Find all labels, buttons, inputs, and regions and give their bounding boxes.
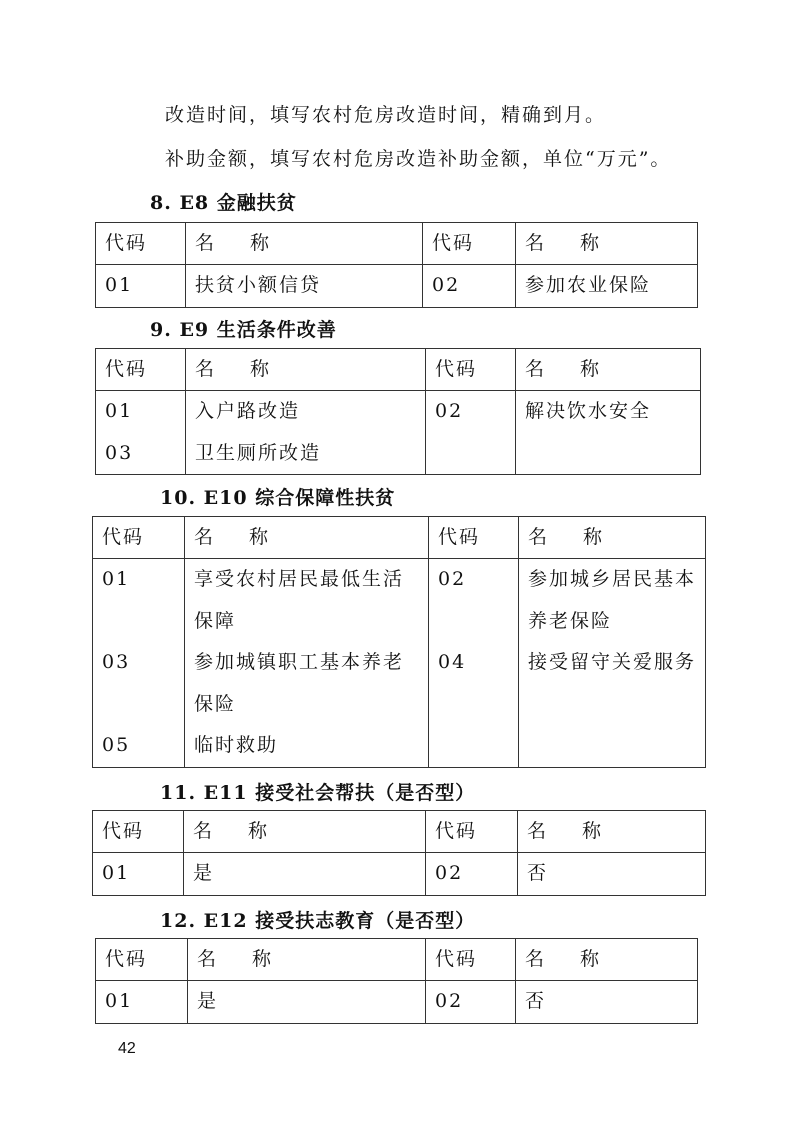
header-name: 名 称 (516, 939, 698, 981)
cell-line: 01 (105, 274, 134, 296)
cell-line: 临时救助 (194, 734, 279, 756)
header-name: 名 称 (519, 517, 706, 559)
cell-line: 卫生厕所改造 (195, 441, 322, 464)
header-code: 代码 (93, 811, 184, 853)
cell-line: 02 (438, 568, 467, 590)
cell-line: 01 (105, 990, 134, 1012)
header-name: 名 称 (516, 349, 701, 391)
section-heading: 9. E9 生活条件改善 (150, 319, 337, 341)
header-name: 名 称 (185, 517, 429, 559)
code-cell (93, 559, 185, 768)
cell-line: 是 (197, 990, 219, 1012)
cell-line: 解决饮水安全 (525, 400, 652, 422)
header-name: 名 称 (186, 349, 426, 391)
name-cell (188, 981, 426, 1024)
code-cell (426, 981, 516, 1024)
name-cell (516, 981, 698, 1024)
cell-line: 02 (432, 274, 461, 296)
header-name: 名 称 (518, 811, 706, 853)
header-code: 代码 (96, 349, 186, 391)
code-cell (426, 853, 518, 896)
header-code: 代码 (426, 811, 518, 853)
code-table (92, 810, 706, 896)
header-code: 代码 (93, 517, 185, 559)
code-table (95, 222, 698, 308)
cell-line: 保障 (194, 609, 237, 632)
header-name: 名 称 (188, 939, 426, 981)
table-row (96, 391, 701, 475)
cell-line: 否 (527, 862, 549, 884)
paragraph: 改造时间，填写农村危房改造时间，精确到月。 (165, 104, 607, 126)
cell-line (102, 684, 184, 726)
cell-line: 参加城乡居民基本 (528, 568, 697, 590)
code-cell (96, 265, 186, 308)
cell-line: 享受农村居民最低生活 (194, 568, 405, 590)
header-code: 代码 (96, 939, 188, 981)
header-code: 代码 (426, 349, 516, 391)
cell-line: 入户路改造 (195, 400, 301, 422)
cell-line: 05 (102, 734, 131, 756)
cell-line: 02 (435, 990, 464, 1012)
cell-line: 01 (105, 400, 134, 422)
cell-line (102, 601, 184, 643)
table-row (96, 265, 698, 308)
cell-line: 03 (102, 651, 131, 673)
cell-line: 参加城镇职工基本养老 (194, 651, 405, 673)
name-cell (184, 853, 426, 896)
cell-line (438, 601, 518, 643)
name-cell (516, 391, 701, 475)
cell-line: 03 (105, 441, 134, 464)
cell-line: 接受留守关爱服务 (528, 651, 697, 673)
table-header-row (96, 349, 701, 391)
cell-line: 养老保险 (528, 609, 613, 632)
code-table (95, 348, 701, 475)
cell-line: 01 (102, 862, 131, 884)
cell-line: 是 (193, 862, 215, 884)
code-cell (93, 853, 184, 896)
name-cell (185, 559, 429, 768)
cell-line: 扶贫小额信贷 (195, 274, 322, 296)
section-heading: 8. E8 金融扶贫 (150, 192, 297, 214)
code-table (95, 938, 698, 1024)
table-header-row (96, 223, 698, 265)
cell-line: 02 (435, 400, 464, 422)
name-cell (186, 391, 426, 475)
cell-line: 02 (435, 862, 464, 884)
code-cell (426, 391, 516, 475)
table-header-row (96, 939, 698, 981)
table-row (96, 981, 698, 1024)
name-cell (518, 853, 706, 896)
table-header-row (93, 811, 706, 853)
header-code: 代码 (423, 223, 516, 265)
cell-line: 否 (525, 990, 547, 1012)
header-code: 代码 (96, 223, 186, 265)
name-cell (516, 265, 698, 308)
section-heading: 10. E10 综合保障性扶贫 (160, 487, 396, 509)
header-code: 代码 (429, 517, 519, 559)
paragraph: 补助金额，填写农村危房改造补助金额，单位“万元”。 (165, 148, 672, 170)
name-cell (519, 559, 706, 768)
table-row (93, 559, 706, 768)
table-row (93, 853, 706, 896)
header-code: 代码 (426, 939, 516, 981)
section-heading: 11. E11 接受社会帮扶（是否型） (160, 782, 476, 804)
header-name: 名 称 (186, 223, 423, 265)
cell-line: 01 (102, 568, 131, 590)
name-cell (186, 265, 423, 308)
code-cell (429, 559, 519, 768)
cell-line: 04 (438, 651, 467, 673)
section-heading: 12. E12 接受扶志教育（是否型） (160, 910, 476, 932)
cell-line: 保险 (194, 692, 237, 715)
cell-line: 参加农业保险 (525, 274, 652, 296)
page-number: 42 (118, 1040, 136, 1057)
code-cell (96, 391, 186, 475)
header-name: 名 称 (184, 811, 426, 853)
code-cell (96, 981, 188, 1024)
code-table (92, 516, 706, 768)
header-name: 名 称 (516, 223, 698, 265)
table-header-row (93, 517, 706, 559)
code-cell (423, 265, 516, 308)
